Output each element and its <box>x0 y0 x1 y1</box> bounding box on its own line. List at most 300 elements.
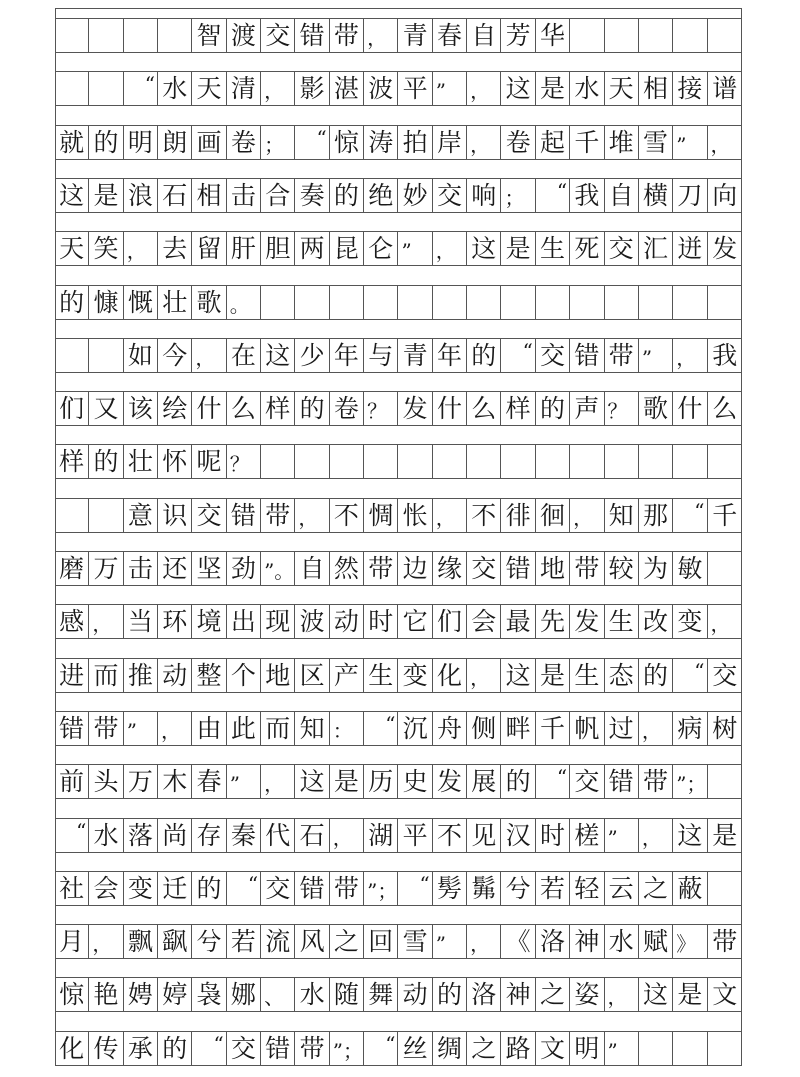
grid-cell: 歌 <box>192 286 226 319</box>
grid-cell: 壮 <box>158 286 192 319</box>
text-row <box>55 338 742 373</box>
grid-cell: 较 <box>605 552 639 585</box>
grid-cell: 卷 <box>227 126 261 159</box>
grid-cell: ， <box>364 19 398 52</box>
grid-cell <box>605 445 639 478</box>
grid-cell: 当 <box>124 605 158 638</box>
grid-cell: 婷 <box>158 978 192 1011</box>
grid-cell: ， <box>639 712 673 745</box>
grid-cell: “ <box>536 179 570 212</box>
grid-cell: “ <box>124 72 158 105</box>
grid-cell <box>89 499 123 532</box>
grid-cell: 什 <box>433 392 467 425</box>
grid-cell: ， <box>467 659 501 692</box>
grid-cell <box>55 72 89 105</box>
grid-cell: 青 <box>398 19 432 52</box>
grid-cell: 回 <box>364 925 398 958</box>
grid-cell <box>536 445 570 478</box>
grid-cell: ” <box>605 819 639 852</box>
grid-cell <box>295 445 329 478</box>
grid-cell: ”； <box>673 765 707 798</box>
grid-cell: 承 <box>124 1032 158 1065</box>
grid-cell: 风 <box>295 925 329 958</box>
grid-cell: 年 <box>330 339 364 372</box>
grid-cell <box>433 286 467 319</box>
grid-cell: 推 <box>124 659 158 692</box>
grid-cell: 万 <box>124 765 158 798</box>
grid-cell: 轻 <box>570 872 604 905</box>
grid-cell: ”。 <box>261 552 295 585</box>
grid-cell: 自 <box>295 552 329 585</box>
grid-cell: ， <box>89 925 123 958</box>
grid-cell: ， <box>261 765 295 798</box>
grid-cell: 怀 <box>158 445 192 478</box>
grid-cell: 错 <box>605 765 639 798</box>
grid-cell: 的 <box>639 659 673 692</box>
grid-cell: 这 <box>673 819 707 852</box>
grid-cell: 的 <box>89 126 123 159</box>
grid-cell <box>708 19 742 52</box>
grid-cell: 之 <box>536 978 570 1011</box>
grid-cell: 交 <box>605 232 639 265</box>
grid-cell: 妙 <box>398 179 432 212</box>
grid-cell: 歌 <box>639 392 673 425</box>
grid-cell: 不 <box>330 499 364 532</box>
grid-cell: 交 <box>261 872 295 905</box>
grid-cell: 由 <box>192 712 226 745</box>
grid-cell: 这 <box>501 72 535 105</box>
grid-cell: 这 <box>639 978 673 1011</box>
grid-cell: 地 <box>261 659 295 692</box>
grid-cell: 清 <box>227 72 261 105</box>
grid-cell: 劲 <box>227 552 261 585</box>
grid-cell: 画 <box>192 126 226 159</box>
grid-cell: 平 <box>398 72 432 105</box>
grid-cell: 水 <box>570 72 604 105</box>
grid-cell: ， <box>433 499 467 532</box>
grid-cell: 赋 <box>639 925 673 958</box>
grid-cell: 是 <box>536 72 570 105</box>
grid-cell <box>639 445 673 478</box>
grid-cell: 交 <box>227 1032 261 1065</box>
grid-cell: ， <box>158 712 192 745</box>
grid-cell: 么 <box>712 394 738 424</box>
grid-cell: 姿 <box>570 978 604 1011</box>
grid-cell <box>55 499 89 532</box>
grid-cell: 是 <box>330 765 364 798</box>
grid-cell: 雪 <box>639 126 673 159</box>
grid-cell: 是 <box>89 179 123 212</box>
grid-cell <box>89 339 123 372</box>
grid-cell: 影 <box>295 72 329 105</box>
grid-cell: 今 <box>158 339 192 372</box>
grid-cell: 磨 <box>55 552 89 585</box>
grid-cell: 青 <box>398 339 432 372</box>
grid-cell: 生 <box>605 605 639 638</box>
grid-cell: 带 <box>639 765 673 798</box>
grid-cell: 木 <box>158 765 192 798</box>
grid-cell: 仑 <box>364 232 398 265</box>
grid-cell: 绝 <box>364 179 398 212</box>
grid-cell: 发 <box>712 234 738 264</box>
grid-cell: 带 <box>605 339 639 372</box>
grid-cell: 水 <box>158 72 192 105</box>
grid-cell <box>673 1032 707 1065</box>
grid-cell: 交 <box>712 660 738 690</box>
grid-cell <box>708 286 742 319</box>
text-row <box>55 711 742 746</box>
grid-cell: 的 <box>192 872 226 905</box>
grid-cell: 蔽 <box>673 872 707 905</box>
grid-cell: 境 <box>192 605 226 638</box>
grid-cell: 么 <box>467 392 501 425</box>
grid-cell: 交 <box>433 179 467 212</box>
grid-cell: 不 <box>467 499 501 532</box>
grid-cell: 神 <box>570 925 604 958</box>
grid-cell: 自 <box>605 179 639 212</box>
grid-cell: 什 <box>192 392 226 425</box>
grid-cell: 交 <box>467 552 501 585</box>
grid-cell: 区 <box>295 659 329 692</box>
grid-cell: 呢 <box>192 445 226 478</box>
text-row <box>55 391 742 426</box>
grid-cell: 的 <box>295 392 329 425</box>
grid-cell: 湛 <box>330 72 364 105</box>
grid-cell <box>708 765 742 798</box>
grid-cell <box>295 286 329 319</box>
grid-cell: ？ <box>227 445 261 478</box>
grid-cell: “ <box>398 872 432 905</box>
grid-cell: ” <box>124 712 158 745</box>
grid-cell: 与 <box>364 339 398 372</box>
grid-cell: 智 <box>192 19 226 52</box>
grid-cell <box>433 445 467 478</box>
grid-cell: 生 <box>570 659 604 692</box>
grid-cell: 拍 <box>398 126 432 159</box>
grid-cell: 的 <box>89 445 123 478</box>
grid-cell: ， <box>433 232 467 265</box>
grid-cell: 的 <box>536 392 570 425</box>
grid-cell: 还 <box>158 552 192 585</box>
grid-cell: 石 <box>158 179 192 212</box>
grid-cell: 相 <box>192 179 226 212</box>
grid-cell <box>398 445 432 478</box>
grid-cell: 错 <box>295 19 329 52</box>
grid-cell: 不 <box>433 819 467 852</box>
grid-cell: 的 <box>501 765 535 798</box>
grid-cell: 堆 <box>605 126 639 159</box>
grid-cell: 带 <box>295 1032 329 1065</box>
grid-cell <box>467 286 501 319</box>
grid-cell: 髣 <box>433 872 467 905</box>
grid-cell: 水 <box>295 978 329 1011</box>
grid-cell: 卷 <box>330 392 364 425</box>
grid-cell <box>708 552 742 585</box>
grid-cell: 畔 <box>501 712 535 745</box>
grid-cell: 错 <box>295 872 329 905</box>
grid-cell: “ <box>364 712 398 745</box>
grid-cell: 胆 <box>261 232 295 265</box>
grid-cell: 见 <box>467 819 501 852</box>
grid-cell: 石 <box>295 819 329 852</box>
grid-cell: “ <box>501 339 535 372</box>
text-row <box>55 444 742 479</box>
grid-cell <box>261 286 295 319</box>
text-row <box>55 818 742 853</box>
grid-cell: 死 <box>570 232 604 265</box>
grid-cell: 是 <box>501 232 535 265</box>
grid-cell: 产 <box>330 659 364 692</box>
grid-cell <box>605 19 639 52</box>
grid-cell <box>501 445 535 478</box>
grid-cell: 飘 <box>124 925 158 958</box>
text-row <box>55 125 742 160</box>
grid-cell: ， <box>467 126 501 159</box>
grid-cell <box>261 445 295 478</box>
grid-cell: 合 <box>261 179 295 212</box>
grid-cell: 带 <box>330 872 364 905</box>
grid-cell: 敏 <box>673 552 707 585</box>
grid-cell: 绸 <box>433 1032 467 1065</box>
grid-cell: 这 <box>467 232 501 265</box>
grid-cell: 之 <box>639 872 673 905</box>
grid-cell: 帆 <box>570 712 604 745</box>
grid-cell: 在 <box>227 339 261 372</box>
grid-cell: 变 <box>124 872 158 905</box>
text-row <box>55 658 742 693</box>
grid-cell <box>639 19 673 52</box>
grid-cell: 这 <box>55 179 89 212</box>
grid-cell: 们 <box>433 605 467 638</box>
grid-cell: 落 <box>124 819 158 852</box>
grid-cell: 然 <box>330 552 364 585</box>
grid-cell: 样 <box>501 392 535 425</box>
grid-cell: 交 <box>192 499 226 532</box>
grid-cell: ， <box>710 132 731 157</box>
grid-cell: 横 <box>639 179 673 212</box>
grid-cell: 化 <box>433 659 467 692</box>
grid-cell: ， <box>467 72 501 105</box>
grid-cell <box>708 445 742 478</box>
grid-cell: 存 <box>192 819 226 852</box>
grid-cell: 带 <box>712 927 738 957</box>
grid-cell <box>55 339 89 372</box>
grid-cell: 春 <box>433 19 467 52</box>
grid-cell: 缘 <box>433 552 467 585</box>
grid-cell: 击 <box>227 179 261 212</box>
grid-cell: 文 <box>712 980 738 1010</box>
grid-cell: “ <box>295 126 329 159</box>
grid-cell: 髴 <box>467 872 501 905</box>
grid-cell: 笑 <box>89 232 123 265</box>
grid-cell: ？ <box>364 392 398 425</box>
grid-cell: 社 <box>55 872 89 905</box>
grid-cell: 的 <box>467 339 501 372</box>
grid-cell: 动 <box>158 659 192 692</box>
grid-cell <box>364 286 398 319</box>
grid-cell: ： <box>330 712 364 745</box>
grid-cell: 明 <box>570 1032 604 1065</box>
grid-cell: 如 <box>124 339 158 372</box>
grid-cell: 云 <box>605 872 639 905</box>
grid-cell: 是 <box>673 978 707 1011</box>
grid-cell: 湖 <box>364 819 398 852</box>
grid-cell: 为 <box>639 552 673 585</box>
grid-cell: 天 <box>192 72 226 105</box>
grid-cell <box>501 286 535 319</box>
grid-cell: 变 <box>673 605 707 638</box>
grid-cell: 而 <box>89 659 123 692</box>
grid-cell: 就 <box>55 126 89 159</box>
grid-cell <box>398 286 432 319</box>
grid-cell: 若 <box>227 925 261 958</box>
grid-cell: 什 <box>673 392 707 425</box>
grid-cell: 响 <box>467 179 501 212</box>
grid-cell: 这 <box>501 659 535 692</box>
grid-cell: ” <box>398 232 432 265</box>
grid-cell: 病 <box>673 712 707 745</box>
essay-grid-sheet <box>55 8 742 1066</box>
grid-cell: 的 <box>433 978 467 1011</box>
grid-cell: ” <box>605 1032 639 1065</box>
grid-cell: 侧 <box>467 712 501 745</box>
grid-cell <box>673 286 707 319</box>
grid-cell: 边 <box>398 552 432 585</box>
grid-cell: 文 <box>536 1032 570 1065</box>
grid-cell: 错 <box>261 1032 295 1065</box>
grid-cell: 波 <box>364 72 398 105</box>
grid-cell: 知 <box>605 499 639 532</box>
grid-cell: 声 <box>570 392 604 425</box>
grid-cell: 浪 <box>124 179 158 212</box>
grid-cell: 意 <box>124 499 158 532</box>
grid-cell: 迸 <box>673 232 707 265</box>
grid-cell: 若 <box>536 872 570 905</box>
grid-cell: 谱 <box>712 74 738 104</box>
grid-cell: 绘 <box>158 392 192 425</box>
grid-cell: 芳 <box>501 19 535 52</box>
text-row <box>55 977 742 1012</box>
grid-cell: 奏 <box>295 179 329 212</box>
text-row <box>55 498 742 533</box>
text-row <box>55 285 742 320</box>
grid-cell: 地 <box>536 552 570 585</box>
grid-cell <box>673 445 707 478</box>
grid-cell: 击 <box>124 552 158 585</box>
grid-cell: “ <box>364 1032 398 1065</box>
grid-cell: ， <box>295 499 329 532</box>
grid-cell: 出 <box>227 605 261 638</box>
grid-cell: ， <box>124 232 158 265</box>
grid-cell: 沉 <box>398 712 432 745</box>
grid-cell: 兮 <box>192 925 226 958</box>
grid-cell <box>673 19 707 52</box>
grid-cell: ， <box>710 612 731 637</box>
grid-cell: “ <box>227 872 261 905</box>
grid-cell: 化 <box>55 1032 89 1065</box>
grid-cell: ， <box>261 72 295 105</box>
grid-cell: 该 <box>124 392 158 425</box>
grid-cell: 波 <box>295 605 329 638</box>
grid-cell: 千 <box>570 126 604 159</box>
grid-cell: 华 <box>536 19 570 52</box>
grid-cell: 交 <box>536 339 570 372</box>
grid-cell: ” <box>639 339 673 372</box>
grid-cell: 千 <box>536 712 570 745</box>
grid-cell: 样 <box>261 392 295 425</box>
grid-cell: 交 <box>261 19 295 52</box>
text-row <box>55 604 742 639</box>
grid-cell: 生 <box>536 232 570 265</box>
grid-cell: 发 <box>398 392 432 425</box>
grid-cell: 的 <box>158 1032 192 1065</box>
grid-cell: 天 <box>605 72 639 105</box>
grid-cell: ， <box>639 819 673 852</box>
grid-cell: 最 <box>501 605 535 638</box>
grid-cell: 现 <box>261 605 295 638</box>
grid-cell: 我 <box>570 179 604 212</box>
grid-cell: 进 <box>55 659 89 692</box>
grid-cell: 生 <box>364 659 398 692</box>
grid-cell: 又 <box>89 392 123 425</box>
grid-cell <box>89 72 123 105</box>
grid-cell: 惊 <box>55 978 89 1011</box>
grid-cell: 态 <box>605 659 639 692</box>
grid-cell: 此 <box>227 712 261 745</box>
grid-cell <box>708 1032 742 1065</box>
grid-cell: 向 <box>712 180 738 210</box>
grid-cell: 徊 <box>536 499 570 532</box>
grid-cell: 槎 <box>570 819 604 852</box>
title-row <box>55 18 742 53</box>
grid-cell: 春 <box>192 765 226 798</box>
grid-cell: 慨 <box>124 286 158 319</box>
grid-cell: 舟 <box>433 712 467 745</box>
grid-cell: 飖 <box>158 925 192 958</box>
grid-cell: 过 <box>605 712 639 745</box>
grid-cell: 相 <box>639 72 673 105</box>
grid-cell: 昆 <box>330 232 364 265</box>
grid-cell: 错 <box>570 339 604 372</box>
grid-cell: 我 <box>712 340 738 370</box>
grid-cell: 那 <box>639 499 673 532</box>
grid-cell: ， <box>605 978 639 1011</box>
grid-cell <box>708 872 742 905</box>
grid-cell: 渡 <box>227 19 261 52</box>
grid-cell: 卷 <box>501 126 535 159</box>
grid-cell <box>55 19 89 52</box>
grid-cell: 之 <box>330 925 364 958</box>
grid-cell: 而 <box>261 712 295 745</box>
grid-cell: 起 <box>536 126 570 159</box>
grid-cell <box>158 19 192 52</box>
grid-cell: ， <box>467 925 501 958</box>
grid-cell: ” <box>433 72 467 105</box>
grid-cell: ， <box>192 339 226 372</box>
grid-cell: 交 <box>570 765 604 798</box>
grid-cell: 史 <box>398 765 432 798</box>
text-row <box>55 924 742 959</box>
grid-cell: 这 <box>261 339 295 372</box>
grid-cell: 时 <box>536 819 570 852</box>
grid-cell: 娜 <box>227 978 261 1011</box>
grid-cell: 动 <box>398 978 432 1011</box>
grid-cell: 么 <box>227 392 261 425</box>
grid-cell: 环 <box>158 605 192 638</box>
grid-cell: 平 <box>398 819 432 852</box>
grid-cell: 头 <box>89 765 123 798</box>
grid-cell: 月 <box>55 925 89 958</box>
